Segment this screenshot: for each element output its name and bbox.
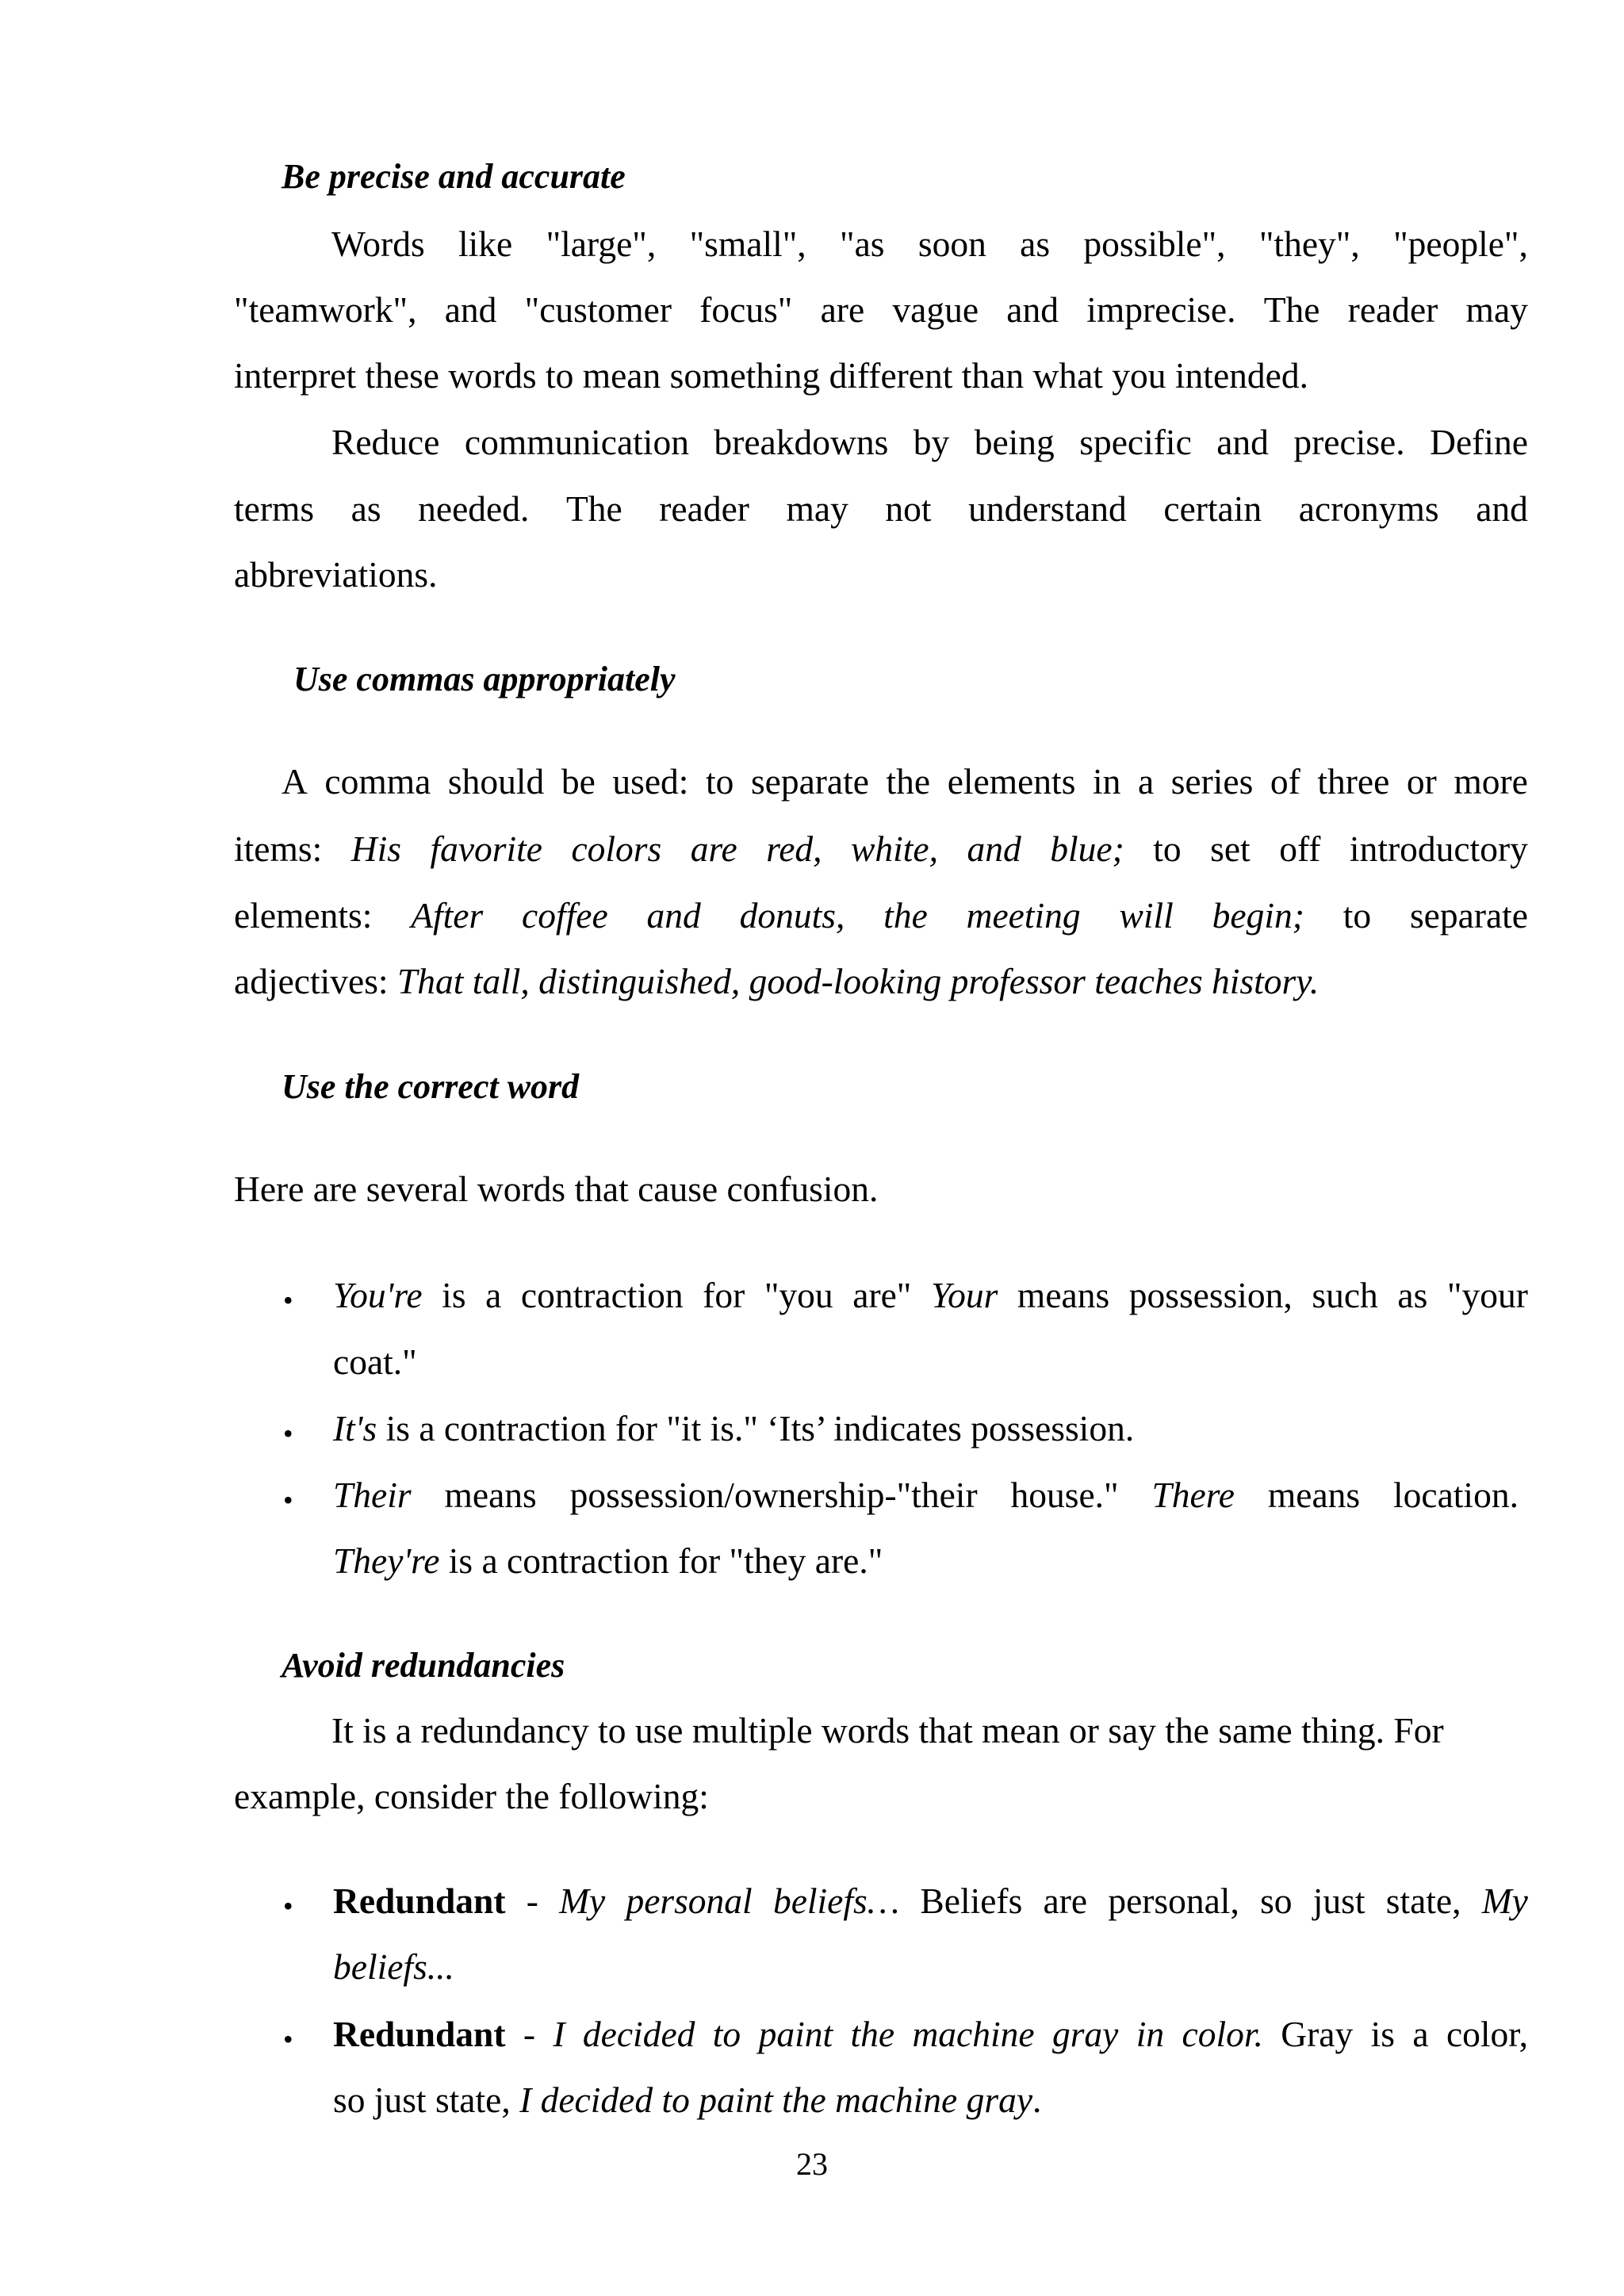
word: a [1137,761,1155,802]
word: should [447,761,545,802]
word: more [1454,761,1528,802]
word: His [350,828,401,869]
bullet-redundant-1: • [283,1890,293,1922]
word: favorite [430,828,542,869]
word: means [444,1475,537,1515]
word: "your [1446,1275,1528,1315]
word: paint [758,2014,833,2054]
word: gray [1051,2014,1119,2054]
word: focus" [699,289,793,330]
word: like [458,224,513,264]
redundant-2-period: . [1032,2080,1042,2120]
word: Your [930,1275,998,1315]
word: or [1406,761,1437,802]
word: My [1481,1881,1528,1921]
commas-line-2 [234,828,1528,869]
word: needed. [418,488,530,529]
word: "teamwork", [234,289,417,330]
heading-be-precise: Be precise and accurate [282,157,626,196]
word: meeting [966,895,1081,936]
correct-word-bullet-3-line-1 [333,1477,1519,1513]
redundant-2-example: I decided to paint the machine gray [519,2080,1033,2120]
word: such [1312,1275,1378,1315]
word: possible", [1083,224,1226,264]
redundancies-bullet-1-line-2: beliefs... [333,1946,454,1987]
word: blue; [1050,828,1124,869]
correct-word-bullet-2 [333,1410,1134,1447]
word: After [411,895,484,936]
word: being [974,422,1055,462]
word: as [1397,1275,1428,1315]
word: The [565,488,622,529]
word: means [1017,1275,1110,1315]
word: Words [331,224,425,264]
word: used: [612,761,689,802]
word: personal, [1108,1881,1239,1921]
word: may [786,488,848,529]
word: introductory [1349,828,1528,869]
word: Reduce [331,422,440,462]
redundancies-line-2: example, consider the following: [234,1776,709,1816]
its-term: It's [333,1408,377,1448]
word: the [886,761,931,802]
word: as [350,488,381,529]
word: are [820,289,865,330]
word: personal [626,1881,753,1921]
word: Gray [1281,2014,1354,2054]
word: white, [851,828,938,869]
word: acronyms [1298,488,1439,529]
word: imprecise. [1086,289,1236,330]
its-explanation: is a contraction for "it is." ‘Its’ indicates possession. [377,1408,1135,1448]
word: My [559,1881,606,1921]
word: "small", [689,224,806,264]
word: The [1263,289,1320,330]
redundancies-bullet-2-line-1 [333,2016,1528,2053]
commas-elements-label: elements: [234,895,373,936]
word: to [712,2014,741,2054]
precise-line-3: interpret these words to mean something different than what you intended. [234,355,1308,396]
correct-word-bullet-1-line-1 [333,1277,1528,1314]
commas-example-adjectives: That tall, distinguished, good-looking professor teaches history. [396,961,1320,1001]
word: I [553,2014,565,2054]
commas-adjectives-label: adjectives: [234,961,397,1001]
theyre-explanation: is a contraction for "they are." [439,1540,883,1581]
word: possession/ownership-"their [569,1475,978,1515]
precise-line-6: abbreviations. [234,554,438,595]
word: and [967,828,1021,869]
word: and [1216,422,1269,462]
word: certain [1163,488,1262,529]
bullet-their: • [283,1484,293,1516]
word: will [1119,895,1174,936]
word: color. [1182,2014,1263,2054]
word: set [1210,828,1251,869]
word: to [1153,828,1182,869]
word: are [690,828,737,869]
word: contraction [520,1275,684,1315]
word: the [850,2014,895,2054]
word: - [523,2014,536,2054]
word: are [1043,1881,1088,1921]
word: "they", [1258,224,1360,264]
word: is [442,1275,466,1315]
word: A [282,761,308,802]
word: precise. [1293,422,1405,462]
word: state, [1385,1881,1461,1921]
word: red, [766,828,822,869]
word: a [485,1275,502,1315]
word: Beliefs [920,1881,1023,1921]
word: soon [917,224,986,264]
word: Redundant [333,1881,506,1921]
word: possession, [1128,1275,1293,1315]
word: Their [333,1475,412,1515]
word: separate [1409,895,1528,936]
word: reader [1347,289,1438,330]
word: breakdowns [714,422,889,462]
precise-line-5 [234,488,1528,529]
word: house." [1010,1475,1119,1515]
word: elements [947,761,1076,802]
word: terms [234,488,315,529]
word: There [1151,1475,1235,1515]
word: beliefs… [772,1881,900,1921]
heading-use-commas: Use commas appropriately [293,660,676,698]
commas-line-4 [234,963,1319,1000]
correct-word-bullet-1-line-2: coat." [333,1341,417,1382]
word: are" [852,1275,912,1315]
word: and [646,895,701,936]
word: is [1370,2014,1395,2054]
word: "people", [1393,224,1528,264]
precise-line-2 [234,289,1528,330]
word: comma [324,761,431,802]
word: "you [764,1275,833,1315]
commas-line-3 [234,897,1528,934]
correct-word-bullet-3-line-2 [333,1540,883,1581]
word: and [1006,289,1059,330]
word: location. [1393,1475,1519,1515]
word: understand [968,488,1127,529]
word: separate [750,761,869,802]
theyre-term: They're [333,1540,440,1581]
bullet-you-re: • [283,1284,293,1316]
word: communication [464,422,689,462]
word: Redundant [333,2014,506,2054]
precise-line-1 [331,226,1528,262]
word: just [1312,1881,1365,1921]
word: specific [1079,422,1192,462]
word: colors [571,828,662,869]
word: coffee [522,895,608,936]
redundancies-bullet-1-line-1 [333,1883,1528,1919]
redundant-2-lead: so just state, [333,2080,520,2120]
word: a [1412,2014,1429,2054]
bullet-redundant-2: • [283,2023,293,2055]
redundancies-bullet-2-line-2 [333,2082,1041,2118]
word: to [1342,895,1372,936]
word: - [526,1881,538,1921]
word: You're [333,1275,423,1315]
bullet-its: • [283,1418,293,1449]
precise-line-4 [331,424,1528,461]
word: Define [1430,422,1528,462]
word: three [1317,761,1390,802]
word: reader [659,488,749,529]
word: "as [840,224,885,264]
correct-word-intro: Here are several words that cause confusion. [234,1169,879,1209]
word: machine [912,2014,1035,2054]
word: series [1170,761,1254,802]
page-number: 23 [796,2146,828,2182]
word: donuts, [739,895,845,936]
commas-line-1 [282,763,1528,800]
word: by [913,422,950,462]
word: for [703,1275,745,1315]
word: "large", [546,224,657,264]
redundancies-line-1: It is a redundancy to use multiple words that mean or say the same thing. For [331,1710,1444,1751]
word: to [705,761,734,802]
word: begin; [1212,895,1304,936]
commas-items-label: items: [234,828,323,869]
word: and [1476,488,1528,529]
word: color, [1446,2014,1528,2054]
word: "customer [524,289,672,330]
word: as [1020,224,1051,264]
word: of [1270,761,1300,802]
word: so [1260,1881,1293,1921]
word: means [1267,1475,1361,1515]
word: in [1092,761,1121,802]
word: not [885,488,932,529]
word: vague [892,289,979,330]
word: may [1465,289,1528,330]
word: off [1279,828,1321,869]
heading-avoid-redundancies: Avoid redundancies [282,1646,565,1685]
word: the [883,895,928,936]
heading-correct-word: Use the correct word [282,1067,580,1106]
word: be [561,761,596,802]
word: decided [582,2014,695,2054]
word: and [444,289,497,330]
word: in [1136,2014,1165,2054]
